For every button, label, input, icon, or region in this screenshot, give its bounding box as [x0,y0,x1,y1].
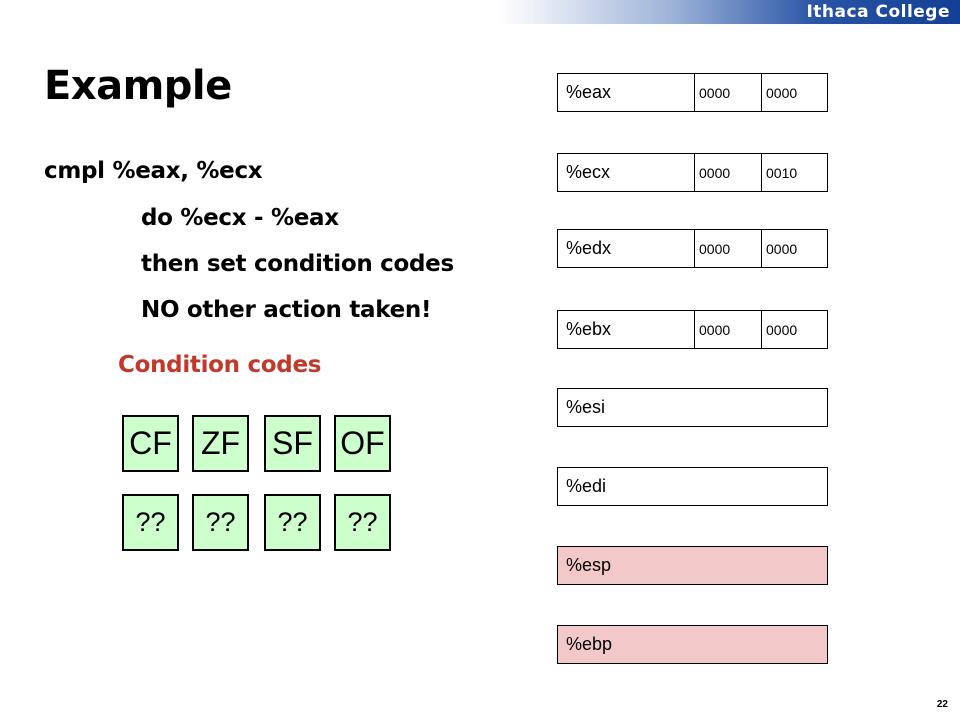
slide-title: Example [44,63,232,109]
flag-value-cf: ?? [122,494,179,551]
register-eax [557,73,828,112]
register-esi [557,388,828,427]
register-low-word: 0010 [761,154,828,191]
register-ebp [557,625,828,664]
flag-sf: SF [264,415,321,472]
register-low-word: 0000 [761,230,828,267]
register-name: %edi [566,476,607,496]
flag-value-sf: ?? [264,494,321,551]
register-high-word: 0000 [694,154,761,191]
register-name: %esp [566,555,612,575]
flag-of: OF [334,415,391,472]
register-high-word: 0000 [694,311,761,348]
flag-value-of: ?? [334,494,391,551]
register-name: %edx [566,238,612,258]
explanation-line: then set condition codes [141,251,454,277]
instruction-line: cmpl %eax, %ecx [44,158,263,184]
college-logo: Ithaca College [806,2,950,22]
flag-value-zf: ?? [192,494,249,551]
flag-zf: ZF [192,415,249,472]
register-low-word: 0000 [761,311,828,348]
explanation-line: do %ecx - %eax [141,205,339,231]
register-name: %esi [566,397,606,417]
header-bar [0,0,960,24]
register-name: %eax [566,82,612,102]
register-edi [557,467,828,506]
register-high-word: 0000 [694,74,761,111]
register-edx [557,229,828,268]
condition-codes-heading: Condition codes [118,352,322,378]
register-low-word: 0000 [761,74,828,111]
register-high-word: 0000 [694,230,761,267]
register-name: %ecx [566,162,611,182]
register-name: %ebx [566,319,612,339]
register-ebx [557,310,828,349]
explanation-line: NO other action taken! [141,297,432,323]
page-number: 22 [936,699,948,710]
register-esp [557,546,828,585]
register-name: %ebp [566,634,613,654]
register-ecx [557,153,828,192]
flag-cf: CF [122,415,179,472]
